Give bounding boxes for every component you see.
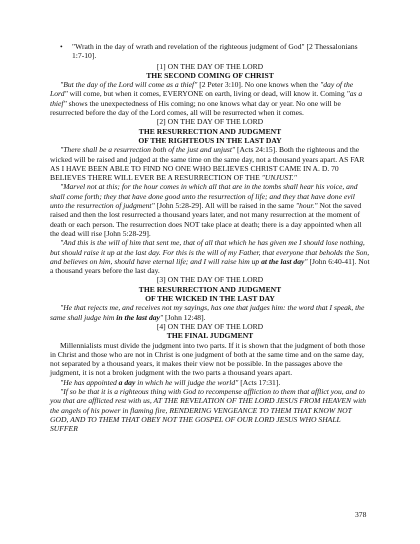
quote-text: "There shall be a resurrection both of the just and unjust" (60, 145, 236, 155)
section-4-paragraph-1: Millennialists must divide the judgment into two parts. If it is shown that the judgment of both those in Christ and those who are not in Christ is one judgment of both at the same time and on the same day, not separated by a thousand years, it makes their view not be possible. In the passages above the judgment, it is not a broken judgment with the two parts a thousand years apart. (50, 340, 365, 378)
quote-text: " (304, 256, 308, 266)
section-1-title: THE SECOND COMING OF CHRIST (146, 70, 274, 80)
body-text: [2 Peter 3:10]. No one knows when the (197, 80, 321, 90)
section-4-title: THE FINAL JUDGMENT (166, 331, 254, 341)
quote-text: "hour." (295, 201, 318, 211)
emphasis-text: at the last day (261, 256, 305, 266)
quote-text: "UNJUST." (261, 173, 297, 183)
bullet-item (50, 42, 370, 61)
section-3-title-line-2: OF THE WICKED IN THE LAST DAY (145, 294, 275, 304)
section-4-heading: [4] ON THE DAY OF THE LORD (156, 321, 264, 331)
emphasis-text: a day (118, 377, 136, 387)
bullet-ref: [2 Thessalonians 1:7-10]. (72, 42, 358, 61)
body-text: will come, but when it comes, EVERYONE on earth, living or dead, will know it. Coming (67, 89, 347, 99)
section-2-paragraph-2 (50, 182, 370, 238)
body-text: shows the unexpectedness of His coming; no one knows what day or year. No one will be resurrected before the day of the Lord comes, all will be resurrected when it comes. (50, 98, 341, 118)
section-4-paragraph-3: "If so be that it is a righteous thing with God to recompense affliction to them that afflict you, and to you that are afflicted rest with us, AT THE REVELATION OF THE LORD JESUS FROM HEAVEN with the angels of his power in flaming fire, RENDERING VENGEANCE TO THEM THAT KNOW NOT GOD, AND TO THEM THAT OBEY NOT THE GOSPEL OF OUR LORD JESUS WHO SHALL SUFFER (50, 386, 367, 434)
quote-text: "day of the Lord" (50, 80, 354, 99)
body-text: Not the saved raised and then the lost resurrected a thousand years later, and not many resurrection at the moment of death or each person. The resurrection does NOT take place at death; there is a day appointed when all the dead will rise [John 5:28-29]. (50, 201, 362, 238)
section-1-heading: [1] ON THE DAY OF THE LORD (156, 61, 264, 71)
section-2-paragraph-1 (50, 145, 370, 182)
section-2-paragraph-3 (50, 238, 370, 275)
body-text: [Acts 24:15]. Both the righteous and the wicked will be raised and judged at the same time on the same day, not a thousand years apart. AS FAR AS I HAVE BEEN ABLE TO FIND NO ONE WHO BELIEVES CHRIST CAME IN A. D. 70 BELIEVES THERE WILL EVER BE A RESURRECTION OF THE (50, 145, 365, 183)
section-2-heading: [2] ON THE DAY OF THE LORD (156, 117, 264, 127)
body-text: [John 5:28-29]. All will be raised in the same (154, 201, 296, 211)
section-3-paragraph-1 (50, 303, 370, 322)
bullet-quote: "Wrath in the day of wrath and revelation of the righteous judgment of God" (72, 42, 305, 51)
section-4-paragraph-2 (50, 378, 370, 387)
bullet-icon: • (60, 42, 63, 51)
quote-text: "He that rejects me, and receives not my sayings, has one that judges him: the word that I speak, the same shall judge him (50, 303, 365, 322)
document-page (50, 42, 370, 433)
section-2-title-line-1: THE RESURRECTION AND JUDGMENT (138, 126, 282, 136)
quote-text: "And this is the will of him that sent me, that of all that which he has given me I should lose nothing, but should raise it up at the last day. For this is the will of my Father, that everyone that beholds the Son, and believes on him, should have eternal life; and I will raise him up (50, 238, 370, 266)
emphasis-text: in the last day (116, 312, 160, 322)
quote-text: "as a thief" (50, 89, 363, 108)
quote-text: "He has appointed (60, 377, 119, 387)
body-text: [John 12:48]. (163, 312, 206, 322)
section-1-paragraph-1 (50, 80, 370, 117)
section-2-title-line-2: OF THE RIGHTEOUS IN THE LAST DAY (138, 135, 282, 145)
quote-text: in which he will judge the world" (135, 377, 239, 387)
quote-text: "Marvel not at this; for the hour comes in which all that are in the tombs shall hear his voice, and shall come forth; they that have done good unto the resurrection of life; and they that have done evil unto the resurrection of judgment" (50, 182, 358, 211)
quote-text: "But the day of the Lord will come as a thief" (60, 80, 198, 90)
section-3-title-line-1: THE RESURRECTION AND JUDGMENT (138, 284, 282, 294)
quote-text: " (159, 312, 164, 322)
section-3-heading: [3] ON THE DAY OF THE LORD (156, 275, 264, 285)
body-text: [John 6:40-41]. Not a thousand years before the last day. (50, 256, 370, 276)
page-number: 378 (355, 510, 367, 519)
body-text: [Acts 17:31]. (238, 377, 281, 387)
